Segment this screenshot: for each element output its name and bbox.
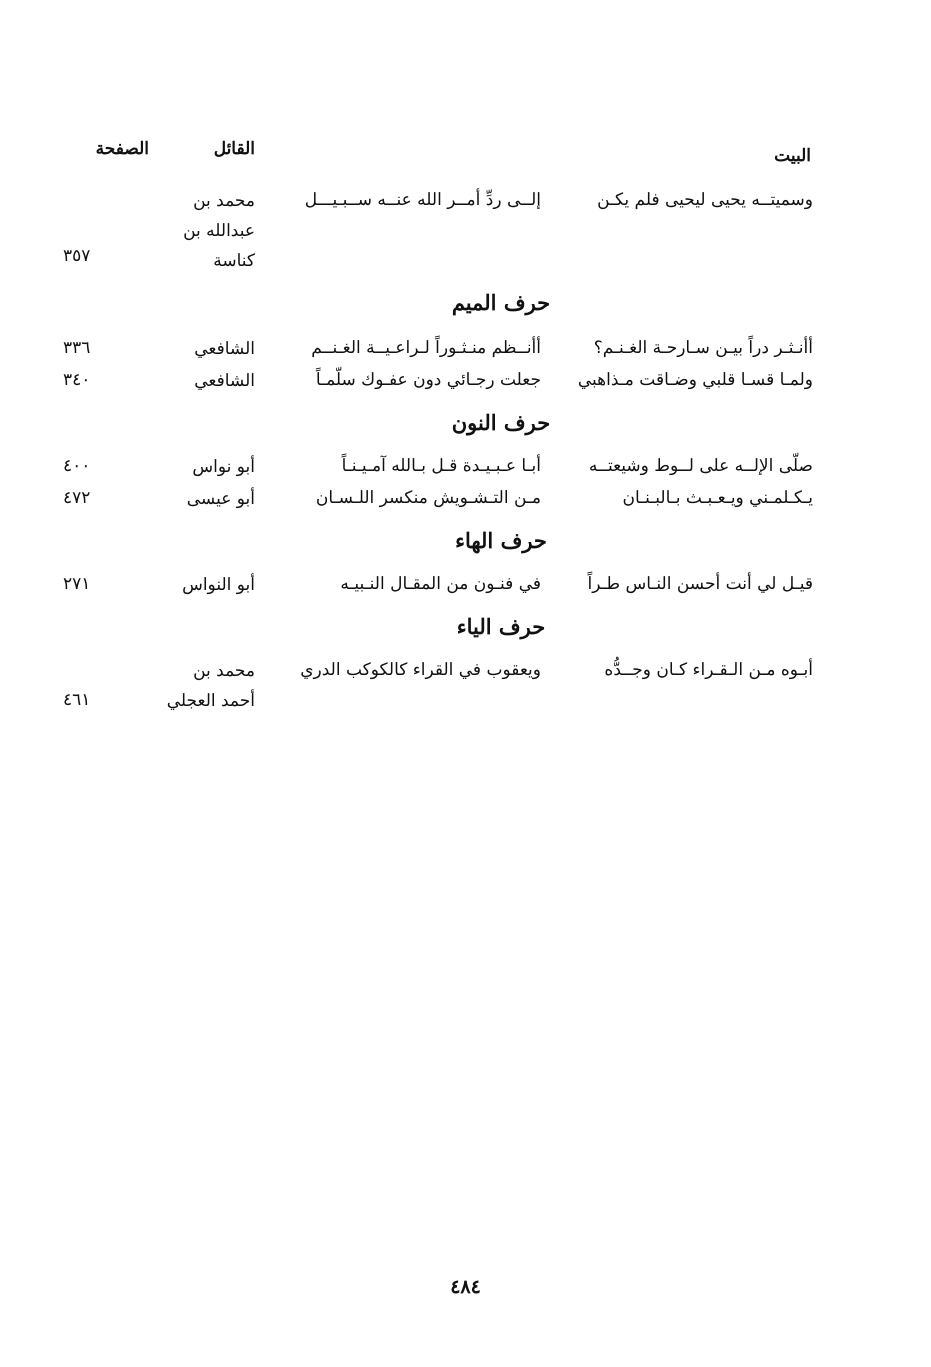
verse-first-hemistich: يـكـلمـني ويـعـبـث بـالبـنـان: [622, 488, 813, 508]
verse-second-hemistich: ويعقوب في القراء كالكوكب الدري: [300, 660, 541, 680]
poet-name: [135, 186, 255, 276]
page-ref: ٣٥٧: [63, 246, 91, 266]
poet-name: الشافعي: [194, 371, 255, 391]
page-ref: ٢٧١: [63, 574, 91, 594]
verse-second-hemistich: إلــى ردِّ أمــر الله عنــه ســبـيـــل: [304, 190, 541, 210]
header-page: الصفحة: [95, 139, 149, 159]
table-row: [63, 366, 813, 396]
poet-name-line: كناسة: [213, 251, 255, 271]
table-row: [63, 570, 813, 600]
header-poet: القائل: [213, 139, 255, 159]
page-ref: ٣٤٠: [63, 370, 91, 390]
verse-first-hemistich: وسميتــه يحيى ليحيى فلم يكـن: [597, 190, 813, 210]
page-ref: ٤٧٢: [63, 488, 91, 508]
poet-name: أبو النواس: [182, 575, 255, 595]
verse-first-hemistich: صلّى الإلــه على لــوط وشيعتــه: [588, 456, 813, 476]
table-row: [63, 484, 813, 514]
section-title: حرف الميم: [451, 290, 551, 315]
poet-name: الشافعي: [194, 339, 255, 359]
verse-first-hemistich: قيـل لي أنت أحسن النـاس طـراً: [587, 574, 813, 594]
verse-second-hemistich: أأنــظم منـثـوراً لـراعـيــة الغـنــم: [311, 338, 541, 358]
page-ref: ٤٦١: [63, 690, 91, 710]
poet-name-line: محمد بن: [193, 661, 255, 681]
section-title: حرف الهاء: [455, 528, 547, 553]
verse-first-hemistich: أبـوه مـن الـقـراء كـان وجــدُّه: [604, 660, 813, 680]
verse-first-hemistich: ولمـا قسـا قلبي وضـاقت مـذاهبي: [577, 370, 813, 390]
poet-name: أبو عيسى: [186, 489, 255, 509]
table-row: [63, 656, 813, 716]
verse-first-hemistich: أأنـثـر دراً بيـن سـارحـة الغـنـم؟: [593, 338, 813, 358]
verse-second-hemistich: جعلت رجـائي دون عفـوك سلّمـاً: [315, 370, 541, 390]
section-title: حرف النون: [451, 410, 551, 435]
poet-name-line: عبدالله بن: [183, 221, 255, 241]
poet-name: [135, 656, 255, 716]
poet-name-line: أحمد العجلي: [166, 691, 255, 711]
poet-name: أبو نواس: [192, 457, 255, 477]
verse-second-hemistich: في فنـون من المقـال النـبيـه: [340, 574, 541, 594]
verse-second-hemistich: أبـا عـبـيـدة قـل بـالله آمـيـنـاً: [341, 456, 541, 476]
table-row: [63, 334, 813, 364]
page-ref: ٤٠٠: [63, 456, 91, 476]
poet-name-line: محمد بن: [193, 191, 255, 211]
table-row: [63, 186, 813, 271]
table-row: [63, 452, 813, 482]
page-number: ٤٨٤: [450, 1276, 481, 1298]
page-ref: ٣٣٦: [63, 338, 91, 358]
section-title: حرف الياء: [456, 614, 546, 639]
header-verse: البيت: [774, 146, 811, 166]
verse-second-hemistich: مـن التـشـويش منكسر اللـسـان: [315, 488, 541, 508]
